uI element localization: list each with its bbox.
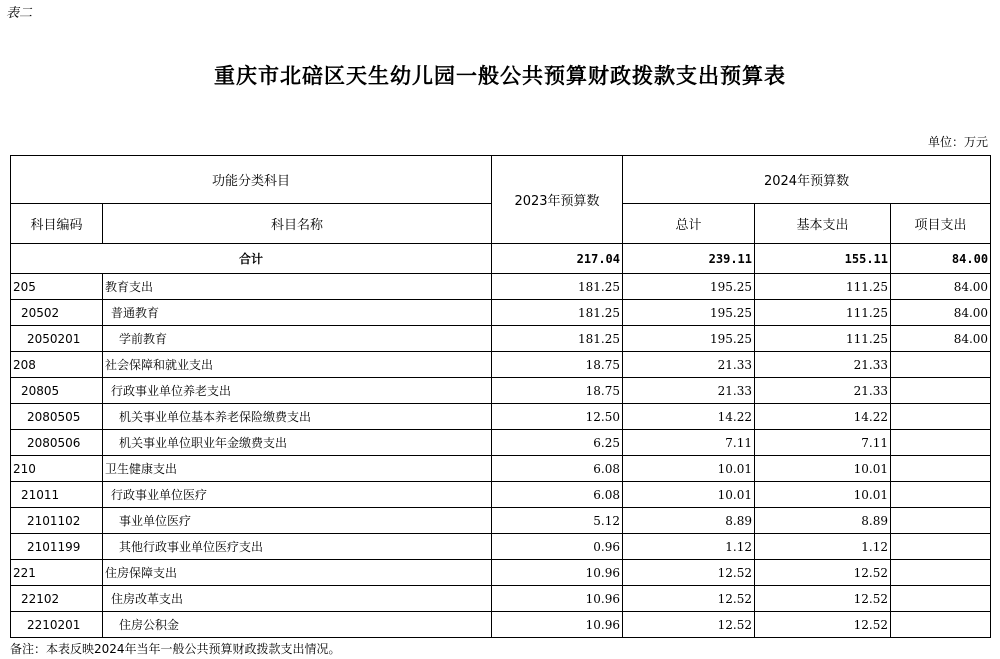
row-basic: 14.22 bbox=[755, 404, 891, 430]
row-prev: 12.50 bbox=[492, 404, 623, 430]
total-total: 239.11 bbox=[623, 244, 755, 274]
row-basic: 21.33 bbox=[755, 352, 891, 378]
row-prev: 10.96 bbox=[492, 612, 623, 638]
row-total: 12.52 bbox=[623, 612, 755, 638]
row-prev: 6.08 bbox=[492, 482, 623, 508]
table-row bbox=[11, 508, 991, 534]
row-code: 205 bbox=[11, 274, 103, 300]
row-prev: 10.96 bbox=[492, 586, 623, 612]
row-total: 12.52 bbox=[623, 560, 755, 586]
row-name: 行政事业单位养老支出 bbox=[103, 378, 492, 404]
row-name: 普通教育 bbox=[103, 300, 492, 326]
row-project bbox=[891, 404, 991, 430]
header-category: 功能分类科目 bbox=[11, 156, 492, 204]
table-row bbox=[11, 274, 991, 300]
row-total: 21.33 bbox=[623, 352, 755, 378]
row-total: 10.01 bbox=[623, 456, 755, 482]
row-code: 2080505 bbox=[11, 404, 103, 430]
row-prev: 0.96 bbox=[492, 534, 623, 560]
row-total: 7.11 bbox=[623, 430, 755, 456]
row-project bbox=[891, 560, 991, 586]
table-row bbox=[11, 378, 991, 404]
row-basic: 10.01 bbox=[755, 456, 891, 482]
table-body bbox=[11, 244, 991, 638]
row-name: 社会保障和就业支出 bbox=[103, 352, 492, 378]
unit-label: 单位：万元 bbox=[927, 135, 988, 149]
row-total: 195.25 bbox=[623, 274, 755, 300]
table-row bbox=[11, 534, 991, 560]
row-basic: 111.25 bbox=[755, 274, 891, 300]
total-project: 84.00 bbox=[891, 244, 991, 274]
table-row bbox=[11, 560, 991, 586]
row-project bbox=[891, 352, 991, 378]
row-total: 12.52 bbox=[623, 586, 755, 612]
row-project bbox=[891, 534, 991, 560]
row-name: 其他行政事业单位医疗支出 bbox=[103, 534, 492, 560]
row-name: 教育支出 bbox=[103, 274, 492, 300]
row-project bbox=[891, 430, 991, 456]
budget-table bbox=[10, 155, 991, 638]
row-basic: 10.01 bbox=[755, 482, 891, 508]
footnote: 备注：本表反映2024年当年一般公共预算财政拨款支出情况。 bbox=[10, 642, 341, 656]
header-prev-year: 2023年预算数 bbox=[492, 156, 623, 244]
row-prev: 10.96 bbox=[492, 560, 623, 586]
row-project bbox=[891, 456, 991, 482]
row-code: 2101102 bbox=[11, 508, 103, 534]
row-basic: 1.12 bbox=[755, 534, 891, 560]
total-basic: 155.11 bbox=[755, 244, 891, 274]
row-project bbox=[891, 586, 991, 612]
row-prev: 181.25 bbox=[492, 274, 623, 300]
row-total: 195.25 bbox=[623, 300, 755, 326]
table-row bbox=[11, 586, 991, 612]
row-total: 10.01 bbox=[623, 482, 755, 508]
row-total: 195.25 bbox=[623, 326, 755, 352]
row-name: 住房改革支出 bbox=[103, 586, 492, 612]
row-prev: 181.25 bbox=[492, 326, 623, 352]
row-prev: 6.25 bbox=[492, 430, 623, 456]
row-prev: 5.12 bbox=[492, 508, 623, 534]
table-row bbox=[11, 612, 991, 638]
header-total: 总计 bbox=[623, 204, 755, 244]
row-basic: 8.89 bbox=[755, 508, 891, 534]
row-total: 14.22 bbox=[623, 404, 755, 430]
table-row bbox=[11, 456, 991, 482]
row-name: 住房公积金 bbox=[103, 612, 492, 638]
row-project bbox=[891, 482, 991, 508]
row-project: 84.00 bbox=[891, 274, 991, 300]
total-row bbox=[11, 244, 991, 274]
row-basic: 111.25 bbox=[755, 300, 891, 326]
row-name: 住房保障支出 bbox=[103, 560, 492, 586]
table-row bbox=[11, 482, 991, 508]
row-code: 20502 bbox=[11, 300, 103, 326]
row-prev: 18.75 bbox=[492, 378, 623, 404]
row-name: 行政事业单位医疗 bbox=[103, 482, 492, 508]
table-row bbox=[11, 404, 991, 430]
row-name: 卫生健康支出 bbox=[103, 456, 492, 482]
row-code: 2050201 bbox=[11, 326, 103, 352]
table-row bbox=[11, 352, 991, 378]
row-code: 2101199 bbox=[11, 534, 103, 560]
row-code: 20805 bbox=[11, 378, 103, 404]
header-name: 科目名称 bbox=[103, 204, 492, 244]
row-total: 21.33 bbox=[623, 378, 755, 404]
header-code: 科目编码 bbox=[11, 204, 103, 244]
row-basic: 12.52 bbox=[755, 586, 891, 612]
row-prev: 181.25 bbox=[492, 300, 623, 326]
header-curr-year: 2024年预算数 bbox=[623, 156, 991, 204]
row-project bbox=[891, 612, 991, 638]
row-prev: 6.08 bbox=[492, 456, 623, 482]
row-basic: 7.11 bbox=[755, 430, 891, 456]
row-project bbox=[891, 378, 991, 404]
row-code: 2210201 bbox=[11, 612, 103, 638]
row-project bbox=[891, 508, 991, 534]
row-basic: 12.52 bbox=[755, 612, 891, 638]
row-name: 学前教育 bbox=[103, 326, 492, 352]
row-prev: 18.75 bbox=[492, 352, 623, 378]
row-code: 210 bbox=[11, 456, 103, 482]
page-title: 重庆市北碚区天生幼儿园一般公共预算财政拨款支出预算表 bbox=[214, 64, 786, 88]
row-code: 2080506 bbox=[11, 430, 103, 456]
row-name: 事业单位医疗 bbox=[103, 508, 492, 534]
row-project: 84.00 bbox=[891, 326, 991, 352]
row-basic: 21.33 bbox=[755, 378, 891, 404]
row-basic: 111.25 bbox=[755, 326, 891, 352]
row-code: 22102 bbox=[11, 586, 103, 612]
total-label: 合计 bbox=[11, 244, 492, 274]
row-code: 221 bbox=[11, 560, 103, 586]
row-name: 机关事业单位基本养老保险缴费支出 bbox=[103, 404, 492, 430]
row-project: 84.00 bbox=[891, 300, 991, 326]
table-row bbox=[11, 326, 991, 352]
header-project: 项目支出 bbox=[891, 204, 991, 244]
row-basic: 12.52 bbox=[755, 560, 891, 586]
table-row bbox=[11, 430, 991, 456]
row-name: 机关事业单位职业年金缴费支出 bbox=[103, 430, 492, 456]
header-basic: 基本支出 bbox=[755, 204, 891, 244]
total-prev: 217.04 bbox=[492, 244, 623, 274]
row-total: 1.12 bbox=[623, 534, 755, 560]
table-row bbox=[11, 300, 991, 326]
row-total: 8.89 bbox=[623, 508, 755, 534]
row-code: 21011 bbox=[11, 482, 103, 508]
row-code: 208 bbox=[11, 352, 103, 378]
sheet-label: 表二 bbox=[6, 6, 33, 21]
